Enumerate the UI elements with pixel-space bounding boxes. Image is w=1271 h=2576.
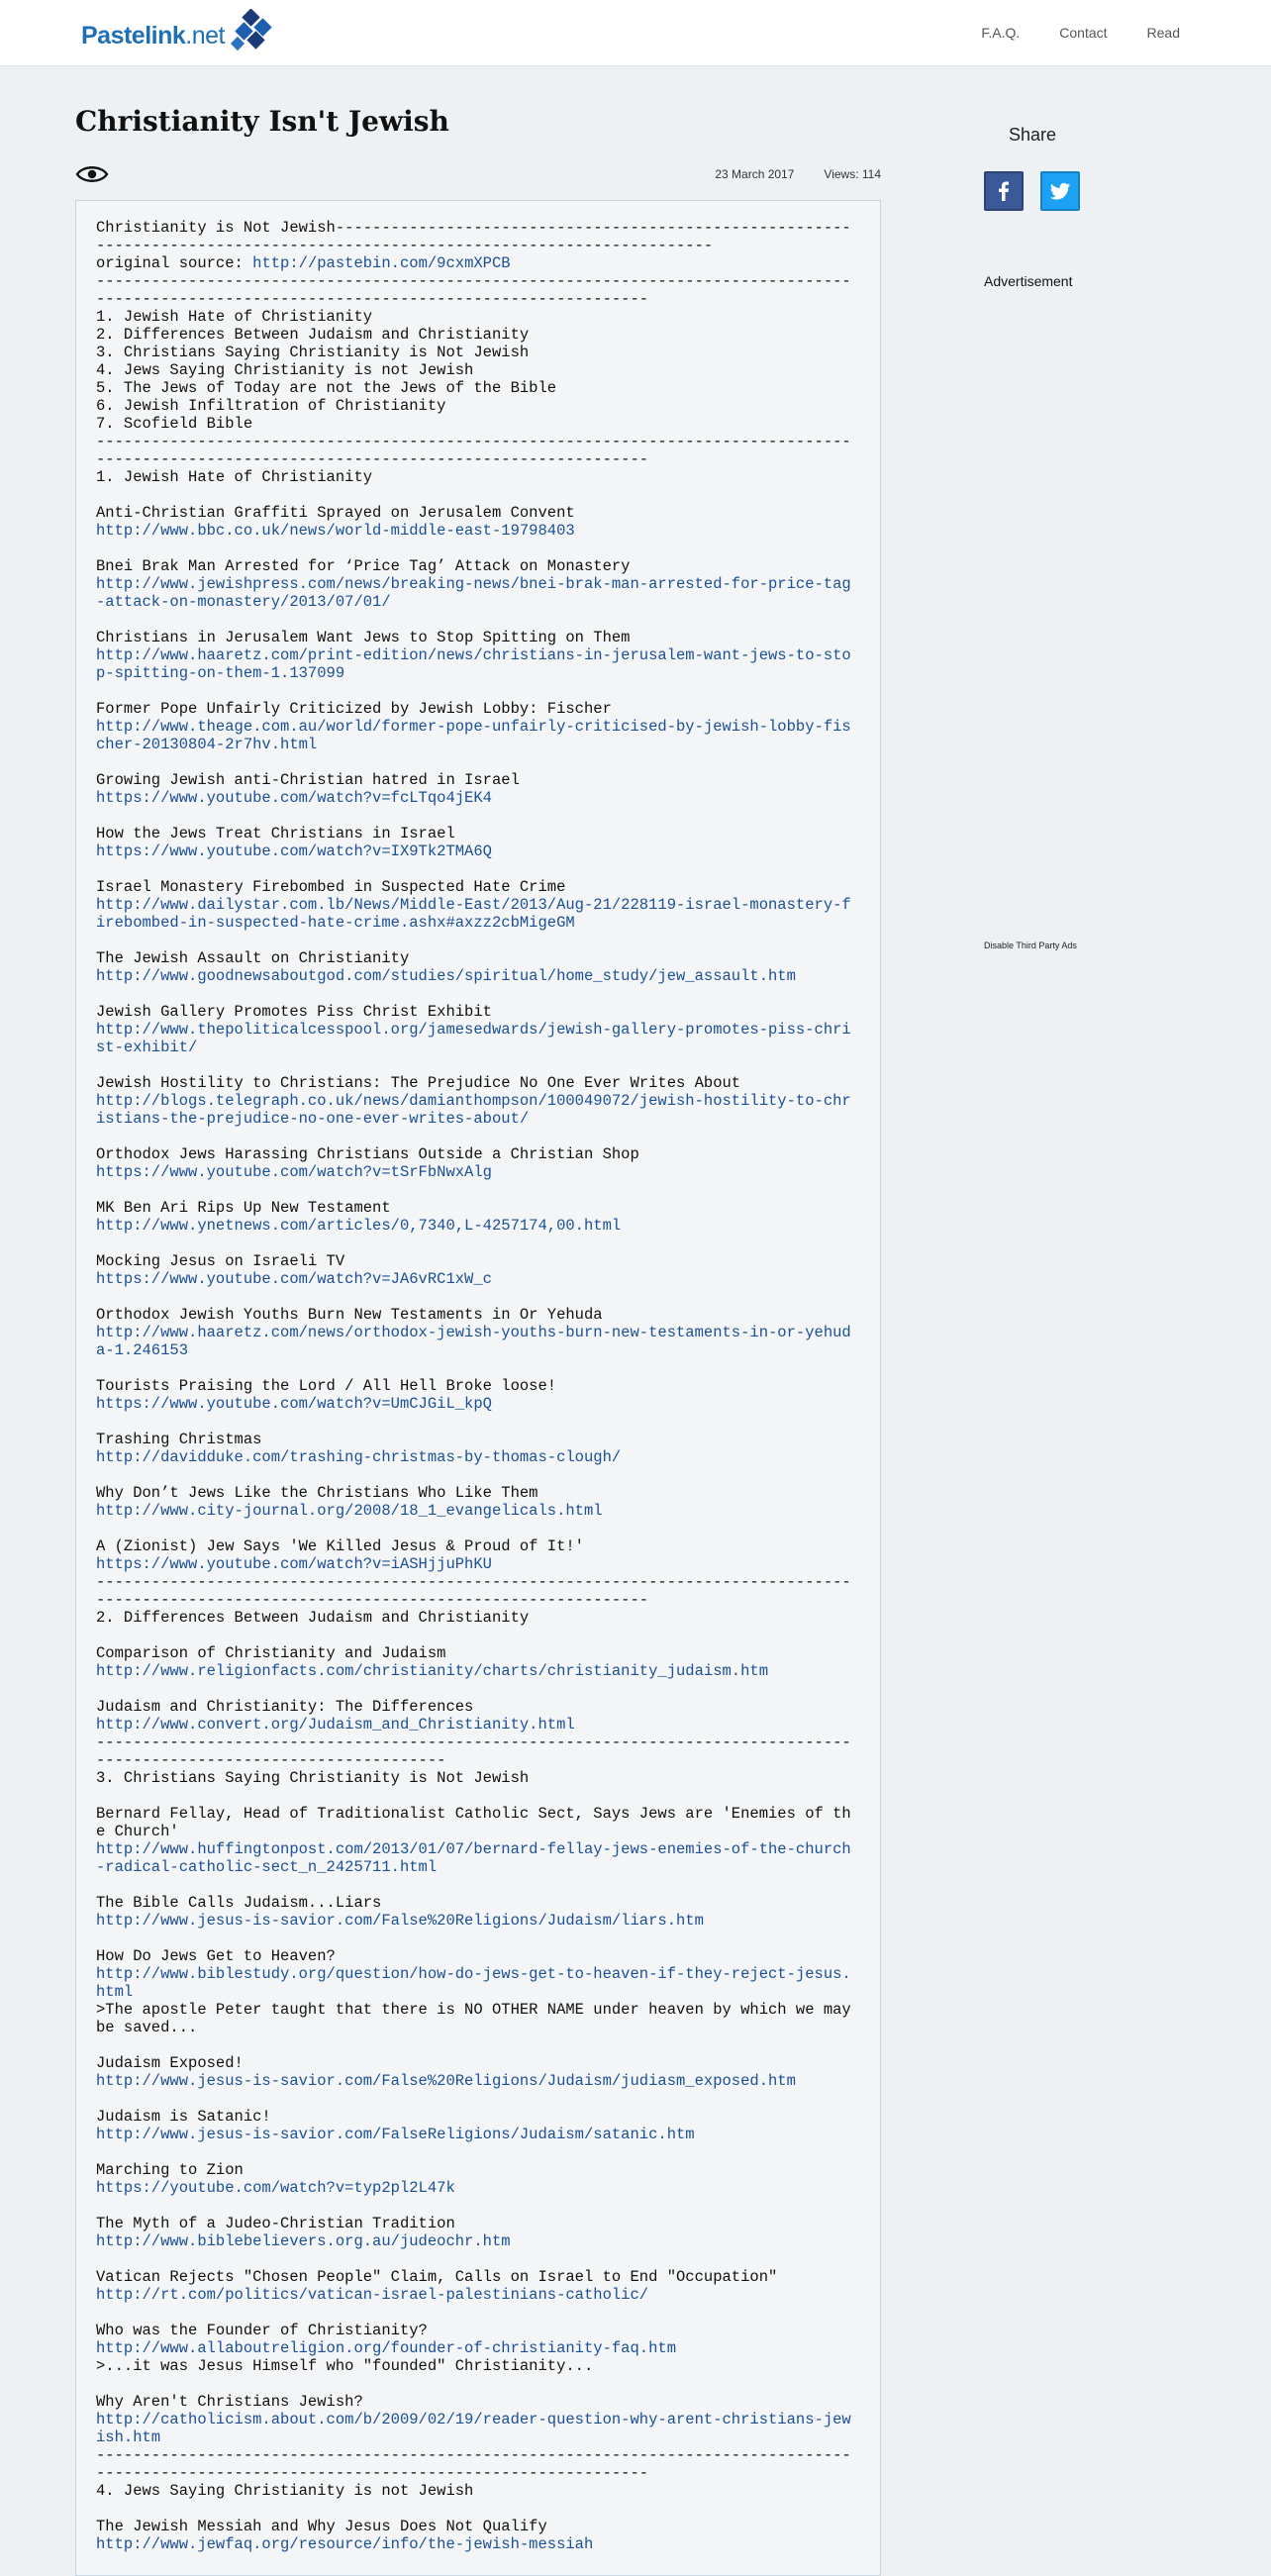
paste-line xyxy=(96,842,860,860)
paste-line-text: 7. Scofield Bible xyxy=(96,415,253,433)
paste-line xyxy=(96,1484,860,1502)
paste-line xyxy=(96,1537,860,1555)
paste-line xyxy=(96,2286,860,2304)
paste-line-text: 1. Jewish Hate of Christianity xyxy=(96,468,373,486)
paste-line xyxy=(96,807,860,825)
paste-line xyxy=(96,2001,860,2036)
paste-line xyxy=(96,1395,860,1413)
paste-link[interactable]: http://catholicism.about.com/b/2009/02/19/reader-question-why-arent-christians-jewish.htm xyxy=(96,2411,851,2446)
paste-line xyxy=(96,361,860,379)
paste-line-text: Christians in Jerusalem Want Jews to Stop Spitting on Them xyxy=(96,629,631,646)
paste-line xyxy=(96,967,860,985)
paste-line-text: Orthodox Jewish Youths Burn New Testaments in Or Yehuda xyxy=(96,1306,603,1324)
paste-line-text: ---------------------------------------------------------------------------------------------------------------------------------------------- xyxy=(96,1573,851,1609)
paste-text xyxy=(96,219,860,2553)
paste-line xyxy=(96,504,860,522)
paste-line xyxy=(96,1662,860,1680)
paste-line xyxy=(96,1235,860,1252)
paste-line-text: Mocking Jesus on Israeli TV xyxy=(96,1252,345,1270)
paste-line xyxy=(96,2518,860,2535)
paste-line-text: Bernard Fellay, Head of Traditionalist Catholic Sect, Says Jews are 'Enemies of the Church' xyxy=(96,1805,851,1840)
paste-line xyxy=(96,1520,860,1537)
paste-line-text: 3. Christians Saying Christianity is Not Jewish xyxy=(96,344,530,361)
paste-line-text xyxy=(96,1680,105,1698)
paste-line xyxy=(96,1466,860,1484)
paste-line xyxy=(96,1805,860,1840)
paste-link[interactable]: https://www.youtube.com/watch?v=iASHjjuPhKU xyxy=(96,1555,492,1573)
paste-line xyxy=(96,2446,860,2482)
paste-line-text xyxy=(96,1787,105,1805)
paste-line xyxy=(96,397,860,415)
paste-line xyxy=(96,1894,860,1912)
paste-line xyxy=(96,2500,860,2518)
paste-link[interactable]: http://www.bbc.co.uk/news/world-middle-east-19798403 xyxy=(96,522,575,540)
paste-content[interactable] xyxy=(75,200,881,2576)
paste-link[interactable]: http://www.jewishpress.com/news/breaking-news/bnei-brak-man-arrested-for-price-tag-attack-on-monastery/2013/07/01/ xyxy=(96,575,851,611)
paste-line xyxy=(96,789,860,807)
paste-line-text: Israel Monastery Firebombed in Suspected Hate Crime xyxy=(96,878,566,896)
paste-line xyxy=(96,1199,860,1217)
paste-line-text: 4. Jews Saying Christianity is not Jewish xyxy=(96,2482,474,2500)
paste-line xyxy=(96,1163,860,1181)
paste-line xyxy=(96,860,860,878)
paste-line-text: >...it was Jesus Himself who "founded" Christianity... xyxy=(96,2357,594,2375)
paste-line xyxy=(96,2179,860,2197)
paste-line-text: Former Pope Unfairly Criticized by Jewish Lobby: Fischer xyxy=(96,700,612,718)
paste-views: Views: 114 xyxy=(824,167,881,181)
paste-line-text: A (Zionist) Jew Says 'We Killed Jesus & Proud of It!' xyxy=(96,1537,584,1555)
paste-line-text xyxy=(96,1627,105,1644)
advertisement-label: Advertisement xyxy=(984,273,1073,289)
paste-line xyxy=(96,932,860,949)
paste-line xyxy=(96,682,860,700)
eye-icon[interactable] xyxy=(75,163,109,185)
paste-line xyxy=(96,1252,860,1270)
paste-link[interactable]: http://www.biblebelievers.org.au/judeochr.htm xyxy=(96,2232,511,2250)
paste-line xyxy=(96,646,860,682)
paste-link[interactable]: https://www.youtube.com/watch?v=tSrFbNwxAlg xyxy=(96,1163,492,1181)
paste-line-text xyxy=(96,985,105,1003)
paste-line xyxy=(96,486,860,504)
paste-line xyxy=(96,1074,860,1092)
paste-line xyxy=(96,1680,860,1698)
paste-link[interactable]: http://www.theage.com.au/world/former-pope-unfairly-criticised-by-jewish-lobby-fischer-20130804-2r7hv.html xyxy=(96,718,851,753)
paste-line-text: The Bible Calls Judaism...Liars xyxy=(96,1894,382,1912)
twitter-icon xyxy=(1048,179,1072,203)
paste-line-text xyxy=(96,2250,105,2268)
paste-line-text: ---------------------------------------------------------------------------------------------------------------------------------------------- xyxy=(96,272,851,308)
nav-faq[interactable]: F.A.Q. xyxy=(981,25,1021,41)
paste-line xyxy=(96,1644,860,1662)
paste-line xyxy=(96,2411,860,2446)
paste-line-text: Who was the Founder of Christianity? xyxy=(96,2322,428,2339)
paste-line-text: The Myth of a Judeo-Christian Tradition xyxy=(96,2215,455,2232)
paste-link[interactable]: https://www.youtube.com/watch?v=UmCJGiL_kpQ xyxy=(96,1395,492,1413)
paste-line xyxy=(96,896,860,932)
paste-line-text: Christianity is Not Jewish--------------------------------------------------------------------------------------------------------------------------- xyxy=(96,219,851,254)
paste-line xyxy=(96,1021,860,1056)
facebook-icon xyxy=(992,179,1016,203)
paste-line xyxy=(96,2197,860,2215)
paste-line-text xyxy=(96,1930,105,1947)
paste-line xyxy=(96,1306,860,1324)
share-heading: Share xyxy=(1009,125,1057,145)
twitter-share-button[interactable] xyxy=(1040,171,1080,211)
paste-link[interactable]: https://www.youtube.com/watch?v=JA6vRC1xW_c xyxy=(96,1270,492,1288)
paste-line xyxy=(96,468,860,486)
paste-line xyxy=(96,2535,860,2553)
paste-line-text: Tourists Praising the Lord / All Hell Broke loose! xyxy=(96,1377,557,1395)
paste-line xyxy=(96,1555,860,1573)
paste-line xyxy=(96,1377,860,1395)
paste-line xyxy=(96,1288,860,1306)
paste-line-text: Jewish Hostility to Christians: The Prejudice No One Ever Writes About xyxy=(96,1074,741,1092)
paste-line xyxy=(96,379,860,397)
paste-line xyxy=(96,2143,860,2161)
paste-line xyxy=(96,2072,860,2090)
disable-ads-link[interactable]: Disable Third Party Ads xyxy=(984,941,1077,950)
paste-line-text xyxy=(96,753,105,771)
paste-line xyxy=(96,771,860,789)
paste-link[interactable]: http://www.religionfacts.com/christianity/charts/christianity_judaism.htm xyxy=(96,1662,769,1680)
paste-line xyxy=(96,949,860,967)
paste-line xyxy=(96,1769,860,1787)
paste-line xyxy=(96,611,860,629)
paste-line-text: MK Ben Ari Rips Up New Testament xyxy=(96,1199,391,1217)
paste-line-text xyxy=(96,807,105,825)
page-title: Christianity Isn't Jewish xyxy=(75,105,449,138)
paste-line xyxy=(96,1912,860,1930)
nav-contact[interactable]: Contact xyxy=(1059,25,1108,41)
paste-line xyxy=(96,2304,860,2322)
paste-line xyxy=(96,1128,860,1145)
paste-line xyxy=(96,1965,860,2001)
paste-line xyxy=(96,522,860,540)
paste-line-text xyxy=(96,1288,105,1306)
paste-line xyxy=(96,1787,860,1805)
paste-line xyxy=(96,1627,860,1644)
paste-link[interactable]: http://www.jesus-is-savior.com/False%20Religions/Judaism/judiasm_exposed.htm xyxy=(96,2072,796,2090)
paste-line xyxy=(96,1431,860,1448)
paste-line-text: Bnei Brak Man Arrested for ‘Price Tag’ Attack on Monastery xyxy=(96,557,631,575)
paste-line-text: Why Don’t Jews Like the Christians Who Like Them xyxy=(96,1484,538,1502)
paste-line xyxy=(96,2393,860,2411)
top-nav xyxy=(981,25,1180,41)
paste-link[interactable]: http://www.ynetnews.com/articles/0,7340,L-4257174,00.html xyxy=(96,1217,622,1235)
paste-line xyxy=(96,700,860,718)
paste-line-text: ------------------------------------------------------------------------------------------------------------------------ xyxy=(96,1734,851,1769)
paste-line-text: 2. Differences Between Judaism and Christianity xyxy=(96,1609,530,1627)
paste-line xyxy=(96,825,860,842)
paste-line-text: Growing Jewish anti-Christian hatred in Israel xyxy=(96,771,520,789)
paste-line-text: Judaism is Satanic! xyxy=(96,2108,271,2126)
paste-line xyxy=(96,1573,860,1609)
paste-line xyxy=(96,2054,860,2072)
paste-link[interactable]: http://www.jesus-is-savior.com/FalseReligions/Judaism/satanic.htm xyxy=(96,2126,695,2143)
paste-line-text: How the Jews Treat Christians in Israel xyxy=(96,825,455,842)
paste-line xyxy=(96,878,860,896)
paste-line xyxy=(96,575,860,611)
paste-line xyxy=(96,1181,860,1199)
paste-line-text xyxy=(96,1235,105,1252)
paste-line xyxy=(96,540,860,557)
paste-link[interactable]: https://www.youtube.com/watch?v=fcLTqo4jEK4 xyxy=(96,789,492,807)
paste-line-text xyxy=(96,1359,105,1377)
paste-line-text: Judaism Exposed! xyxy=(96,2054,244,2072)
paste-line xyxy=(96,2232,860,2250)
paste-line xyxy=(96,2322,860,2339)
facebook-share-button[interactable] xyxy=(984,171,1024,211)
paste-line xyxy=(96,985,860,1003)
paste-line xyxy=(96,254,860,272)
paste-line-text: 4. Jews Saying Christianity is not Jewish xyxy=(96,361,474,379)
paste-line xyxy=(96,1145,860,1163)
paste-line xyxy=(96,2161,860,2179)
paste-link[interactable]: http://rt.com/politics/vatican-israel-palestinians-catholic/ xyxy=(96,2286,649,2304)
paste-line-text xyxy=(96,1520,105,1537)
paste-line-text xyxy=(96,1466,105,1484)
paste-line-text: 1. Jewish Hate of Christianity xyxy=(96,308,373,326)
paste-line-text: Judaism and Christianity: The Differences xyxy=(96,1698,474,1716)
paste-line-text xyxy=(96,540,105,557)
paste-line-text xyxy=(96,1056,105,1074)
paste-line xyxy=(96,2090,860,2108)
paste-link[interactable]: http://pastebin.com/9cxmXPCB xyxy=(252,254,511,272)
paste-line xyxy=(96,1947,860,1965)
paste-line xyxy=(96,557,860,575)
logo-text: Pastelink.net xyxy=(81,21,225,50)
paste-link[interactable]: http://www.thepoliticalcesspool.org/jamesedwards/jewish-gallery-promotes-piss-christ-exhibit/ xyxy=(96,1021,851,1056)
paste-line-text: Jewish Gallery Promotes Piss Christ Exhibit xyxy=(96,1003,492,1021)
paste-meta xyxy=(715,167,881,181)
paste-line xyxy=(96,629,860,646)
paste-line xyxy=(96,2268,860,2286)
paste-line-text: The Jewish Assault on Christianity xyxy=(96,949,410,967)
paste-line xyxy=(96,2339,860,2357)
paste-line-text xyxy=(96,2036,105,2054)
paste-line xyxy=(96,326,860,344)
paste-line-text xyxy=(96,611,105,629)
paste-line-text: Comparison of Christianity and Judaism xyxy=(96,1644,446,1662)
paste-line xyxy=(96,1930,860,1947)
paste-line-text xyxy=(96,860,105,878)
paste-line-text xyxy=(96,486,105,504)
paste-line-text: The Jewish Messiah and Why Jesus Does Not Qualify xyxy=(96,2518,547,2535)
site-logo[interactable] xyxy=(81,18,278,53)
paste-link[interactable]: http://www.city-journal.org/2008/18_1_evangelicals.html xyxy=(96,1502,603,1520)
paste-line xyxy=(96,1413,860,1431)
paste-line-text: 5. The Jews of Today are not the Jews of the Bible xyxy=(96,379,557,397)
paste-link[interactable]: http://www.goodnewsaboutgod.com/studies/spiritual/home_study/jew_assault.htm xyxy=(96,967,796,985)
paste-line-text xyxy=(96,2375,105,2393)
paste-line xyxy=(96,718,860,753)
top-bar xyxy=(0,0,1271,66)
paste-line xyxy=(96,1502,860,1520)
logo-mark-icon xyxy=(229,9,278,58)
paste-link[interactable]: http://www.allaboutreligion.org/founder-of-christianity-faq.htm xyxy=(96,2339,676,2357)
paste-link[interactable]: http://www.jesus-is-savior.com/False%20Religions/Judaism/liars.htm xyxy=(96,1912,704,1930)
paste-line xyxy=(96,2250,860,2268)
paste-line xyxy=(96,433,860,468)
paste-line xyxy=(96,308,860,326)
paste-line xyxy=(96,2126,860,2143)
paste-line-text: original source: xyxy=(96,254,253,272)
paste-link[interactable]: https://www.youtube.com/watch?v=IX9Tk2TMA6Q xyxy=(96,842,492,860)
paste-link[interactable]: http://davidduke.com/trashing-christmas-by-thomas-clough/ xyxy=(96,1448,622,1466)
paste-line-text xyxy=(96,2197,105,2215)
paste-link[interactable]: http://www.haaretz.com/news/orthodox-jewish-youths-burn-new-testaments-in-or-yehuda-1.246153 xyxy=(96,1324,851,1359)
paste-line-text: Vatican Rejects "Chosen People" Claim, Calls on Israel to End "Occupation" xyxy=(96,2268,778,2286)
paste-line xyxy=(96,1092,860,1128)
paste-line-text: 3. Christians Saying Christianity is Not Jewish xyxy=(96,1769,530,1787)
paste-line-text: 6. Jewish Infiltration of Christianity xyxy=(96,397,446,415)
paste-line xyxy=(96,2375,860,2393)
paste-line-text: Why Aren't Christians Jewish? xyxy=(96,2393,363,2411)
paste-line xyxy=(96,1609,860,1627)
paste-link[interactable]: http://www.huffingtonpost.com/2013/01/07/bernard-fellay-jews-enemies-of-the-church-radical-catholic-sect_n_2425711.html xyxy=(96,1840,851,1876)
paste-line xyxy=(96,2357,860,2375)
paste-link[interactable]: http://www.haaretz.com/print-edition/news/christians-in-jerusalem-want-jews-to-stop-spitting-on-them-1.137099 xyxy=(96,646,851,682)
paste-line-text xyxy=(96,682,105,700)
paste-line-text xyxy=(96,2500,105,2518)
paste-link[interactable]: http://www.convert.org/Judaism_and_Christianity.html xyxy=(96,1716,575,1734)
paste-line xyxy=(96,2108,860,2126)
paste-line xyxy=(96,1324,860,1359)
paste-line xyxy=(96,2215,860,2232)
paste-line-text xyxy=(96,2304,105,2322)
paste-line xyxy=(96,1003,860,1021)
paste-link[interactable]: http://blogs.telegraph.co.uk/news/damianthompson/100049072/jewish-hostility-to-christians-the-prejudice-no-one-ever-writes-about/ xyxy=(96,1092,851,1128)
paste-line xyxy=(96,1734,860,1769)
paste-line xyxy=(96,1270,860,1288)
paste-line-text xyxy=(96,932,105,949)
paste-line xyxy=(96,1056,860,1074)
paste-line-text: 2. Differences Between Judaism and Christianity xyxy=(96,326,530,344)
paste-line xyxy=(96,1217,860,1235)
paste-line xyxy=(96,1698,860,1716)
paste-line xyxy=(96,2036,860,2054)
paste-line xyxy=(96,344,860,361)
paste-link[interactable]: http://www.dailystar.com.lb/News/Middle-East/2013/Aug-21/228119-israel-monastery-firebombed-in-suspected-hate-crime.ashx#axzz2cbMigeGM xyxy=(96,896,851,932)
paste-line xyxy=(96,1840,860,1876)
paste-line-text: >The apostle Peter taught that there is NO OTHER NAME under heaven by which we may be saved... xyxy=(96,2001,861,2036)
paste-link[interactable]: http://www.biblestudy.org/question/how-do-jews-get-to-heaven-if-they-reject-jesus.html xyxy=(96,1965,851,2001)
paste-line-text xyxy=(96,2143,105,2161)
paste-line-text: Anti-Christian Graffiti Sprayed on Jerusalem Convent xyxy=(96,504,575,522)
paste-line-text: How Do Jews Get to Heaven? xyxy=(96,1947,336,1965)
paste-line-text xyxy=(96,1876,105,1894)
paste-line-text: Marching to Zion xyxy=(96,2161,244,2179)
paste-line-text xyxy=(96,1128,105,1145)
paste-line xyxy=(96,272,860,308)
paste-line xyxy=(96,1876,860,1894)
paste-line-text: ---------------------------------------------------------------------------------------------------------------------------------------------- xyxy=(96,433,851,468)
paste-line-text: Trashing Christmas xyxy=(96,1431,262,1448)
paste-link[interactable]: https://youtube.com/watch?v=typ2pl2L47k xyxy=(96,2179,455,2197)
paste-line-text: ---------------------------------------------------------------------------------------------------------------------------------------------- xyxy=(96,2446,851,2482)
paste-line xyxy=(96,753,860,771)
paste-date: 23 March 2017 xyxy=(715,167,795,181)
paste-line-text xyxy=(96,2090,105,2108)
paste-line xyxy=(96,1359,860,1377)
paste-line xyxy=(96,1716,860,1734)
paste-line-text xyxy=(96,1413,105,1431)
paste-line xyxy=(96,415,860,433)
paste-line xyxy=(96,219,860,254)
paste-line xyxy=(96,1448,860,1466)
paste-line xyxy=(96,2482,860,2500)
paste-line-text: Orthodox Jews Harassing Christians Outside a Christian Shop xyxy=(96,1145,639,1163)
nav-read[interactable]: Read xyxy=(1146,25,1180,41)
paste-link[interactable]: http://www.jewfaq.org/resource/info/the-jewish-messiah xyxy=(96,2535,594,2553)
paste-line-text xyxy=(96,1181,105,1199)
